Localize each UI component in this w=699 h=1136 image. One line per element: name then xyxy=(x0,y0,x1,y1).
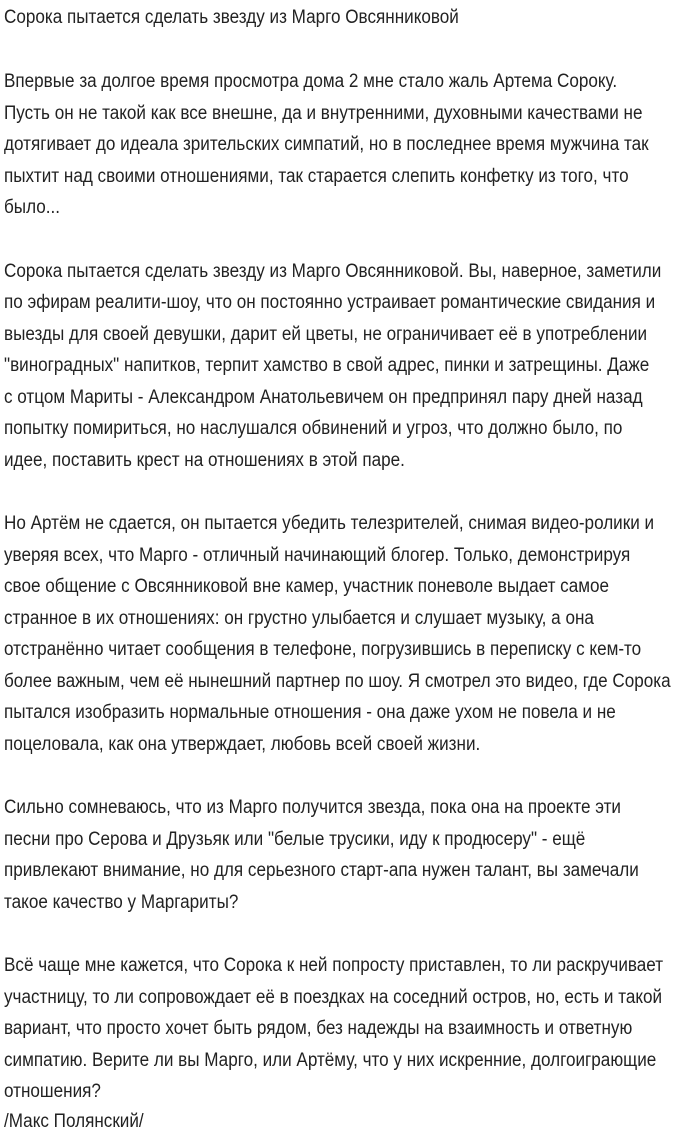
line: поцеловала, как она утверждает, любовь всей своей жизни. xyxy=(4,733,481,755)
spacer xyxy=(4,224,688,256)
line: симпатию. Верите ли вы Марго, или Артёму, что у них искренние, долгоиграющие xyxy=(4,1049,657,1071)
paragraph-4 xyxy=(4,792,688,918)
line: выезды для своей девушки, дарит ей цветы, не ограничивает её в употреблении xyxy=(4,323,648,345)
line: более важным, чем её нынешний партнер по шоу. Я смотрел это видео, где Сорока xyxy=(4,670,671,692)
line: пыхтит над своими отношениями, так старается слепить конфетку из того, что xyxy=(4,165,629,187)
article xyxy=(4,2,688,1136)
spacer xyxy=(4,476,688,508)
line: привлекают внимание, но для серьезного старт-апа нужен талант, вы замечали xyxy=(4,860,639,881)
author-signature: /Макс Полянский/ xyxy=(4,1110,144,1132)
paragraph-3 xyxy=(4,508,688,760)
line: Сорока пытается сделать звезду из Марго Овсянниковой. Вы, наверное, заметили xyxy=(4,260,662,282)
article-title: Сорока пытается сделать звезду из Марго Овсянниковой xyxy=(4,7,459,28)
line: песни про Серова и Друзьяк или "белые трусики, иду к продюсеру" - ещё xyxy=(4,828,586,850)
line: свое общение с Овсянниковой вне камер, участник поневоле выдает самое xyxy=(4,576,610,597)
line: странное в их отношениях: он грустно улыбается и слушает музыку, а она xyxy=(4,607,594,629)
paragraph-2 xyxy=(4,256,688,477)
line: дотягивает до идеала зрительских симпатий, но в последнее время мужчина так xyxy=(4,134,649,155)
spacer xyxy=(4,760,688,792)
line: попытку помириться, но наслушался обвинений и угроз, что должно было, по xyxy=(4,418,623,439)
line: идее, поставить крест на отношениях в этой паре. xyxy=(4,449,405,471)
line: отношения? xyxy=(4,1081,101,1102)
spacer xyxy=(4,918,688,950)
line: "виноградных" напитков, терпит хамство в свой адрес, пинки и затрещины. Даже xyxy=(4,355,650,376)
line: участницу, то ли сопровождает её в поездках на соседний остров, но, есть и такой xyxy=(4,986,663,1008)
line: отстранённо читает сообщения в телефоне, погрузившись в переписку с кем-то xyxy=(4,639,642,660)
line: Но Артём не сдается, он пытается убедить телезрителей, снимая видео-ролики и xyxy=(4,513,655,534)
paragraph-5 xyxy=(4,950,688,1108)
line: было... xyxy=(4,197,61,218)
line: такое качество у Маргариты? xyxy=(4,891,239,913)
paragraph-1 xyxy=(4,66,688,224)
line: уверяя всех, что Марго - отличный начинающий блогер. Только, демонстрируя xyxy=(4,544,631,566)
line: пытался изобразить нормальные отношения - она даже ухом не повела и не xyxy=(4,702,616,723)
line: по эфирам реалити-шоу, что он постоянно устраивает романтические свидания и xyxy=(4,292,656,313)
line: Всё чаще мне кажется, что Сорока к ней попросту приставлен, то ли раскручивает xyxy=(4,955,664,976)
line: Впервые за долгое время просмотра дома 2 мне стало жаль Артема Сороку. xyxy=(4,71,618,92)
line: Сильно сомневаюсь, что из Марго получится звезда, пока она на проекте эти xyxy=(4,797,621,818)
line: вариант, что просто хочет быть рядом, без надежды на взаимность и ответную xyxy=(4,1018,633,1039)
spacer xyxy=(4,33,688,66)
line: Пусть он не такой как все внешне, да и внутренними, духовными качествами не xyxy=(4,102,643,124)
line: с отцом Мариты - Александром Анатольевичем он предпринял пару дней назад xyxy=(4,386,643,408)
